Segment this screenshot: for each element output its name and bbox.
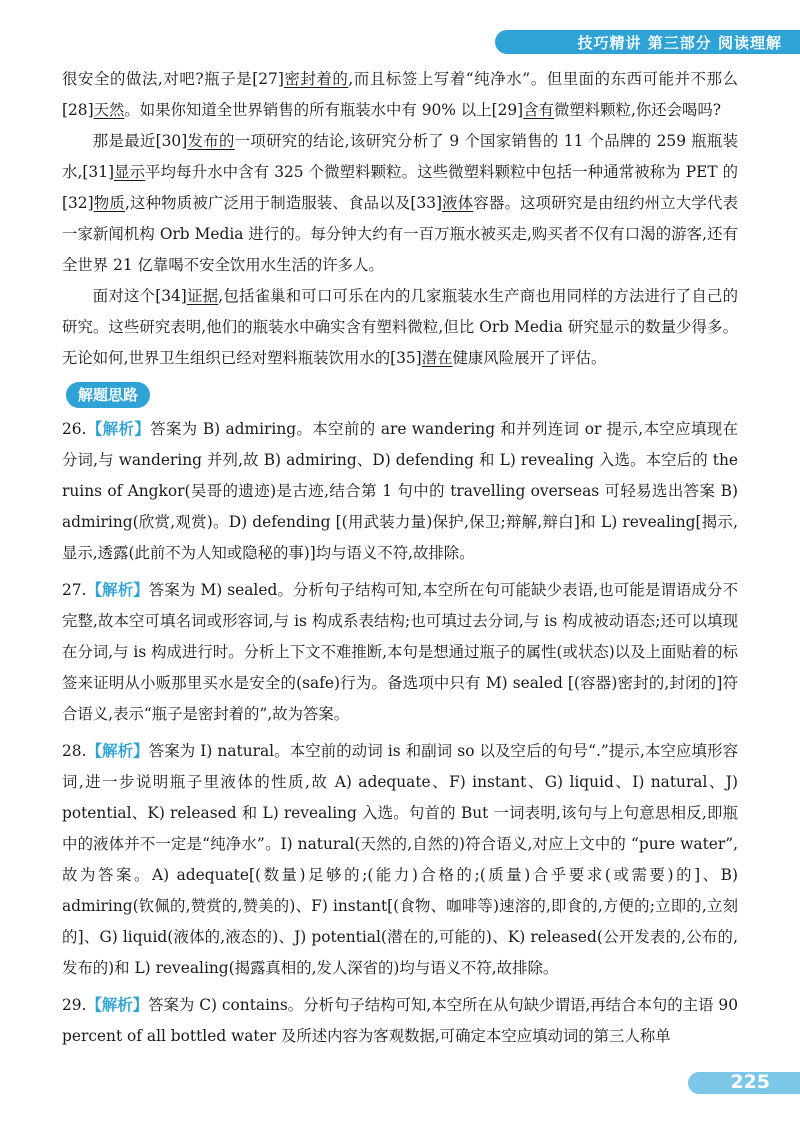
passage-text: 健康风险展开了评估。 <box>452 349 607 367</box>
answer-35: 潜在 <box>421 349 453 367</box>
explanation-item <box>62 414 738 569</box>
answer-31: 显示 <box>114 163 146 181</box>
answer-27: 密封着的 <box>283 70 349 88</box>
analysis-tag: 【解析】 <box>86 581 149 599</box>
passage-text: 一项研究的结论,该研究分析了 9 个国家销售的 11 个品牌的 259 瓶瓶装水,[31] <box>62 132 739 181</box>
analysis-tag: 【解析】 <box>86 742 149 760</box>
item-number: 27. <box>62 581 87 599</box>
passage-text: ,包括雀巢和可口可乐在内的几家瓶装水生产商也用同样的方法进行了自己的研究。这些研究表明,他们的瓶装水中确实含有塑料微粒,但比 Orb Media 研究显示的数量少得多。无论如何,世界卫生组织已经对塑料瓶装饮用水的[35] <box>62 287 738 367</box>
passage-text: 很安全的做法,对吧?瓶子是[27] <box>62 70 284 88</box>
answer-32: 物质 <box>93 194 125 212</box>
answer-28: 天然 <box>93 101 125 119</box>
page-number: 225 <box>730 1071 770 1093</box>
item-number: 26. <box>62 420 87 438</box>
item-number: 29. <box>62 996 87 1014</box>
explanation-item <box>62 990 738 1052</box>
answer-29: 含有 <box>523 101 554 119</box>
passage-text: 。如果你知道全世界销售的所有瓶装水中有 90% 以上[29] <box>124 101 524 119</box>
explanation-item <box>62 575 738 730</box>
explanation-item <box>62 736 738 984</box>
header-bar <box>495 30 800 54</box>
passage-text: 平均每升水中含有 325 个微塑料颗粒。这些微塑料颗粒中包括一种通常被称为 PET 的[32] <box>62 163 738 212</box>
passage-text: ,而且标签上写着“纯净水”。但里面的东西可能并不那么[28] <box>62 70 738 119</box>
explanation-text: 答案为 I) natural。本空前的动词 is 和副词 so 以及空后的句号“.”提示,本空应填形容词,进一步说明瓶子里液体的性质,故 A) adequate、F) instant、G) liquid、I) natural、J) potential、K) released 和 L) revealing 入选。句首的 But 一词表明,该句与上句意思相反,即瓶中的液体并不一定是“纯净水”。I) natural(天然的,自然的)符合语义,对应上文中的 “pure water”,故为答案。A) adequate[(数量)足够的;(能力)合格的;(质量)合乎要求(或需要)的]、B) admiring(钦佩的,赞赏的,赞美的)、F) instant[(食物、咖啡等)速溶的,即食的,方便的;立即的,立刻的]、G) liquid(液体的,液态的)、J) potential(潜在的,可能的)、K) released(公开发表的,公布的,发布的)和 L) revealing(揭露真相的,发人深省的)均与语义不符,故排除。 <box>62 742 738 977</box>
header-title: 技巧精讲 第三部分 阅读理解 <box>577 33 782 52</box>
answer-33: 液体 <box>442 194 474 212</box>
explanation-text: 答案为 M) sealed。分析句子结构可知,本空所在句可能缺少表语,也可能是谓语成分不完整,故本空可填名词或形容词,与 is 构成系表结构;也可填过去分词,与 is 构成被动语态;还可以填现在分词,与 is 构成进行时。分析上下文不难推断,本句是想通过瓶子的属性(或状态)以及上面贴着的标签来证明从小贩那里买水是安全的(safe)行为。备选项中只有 M) sealed [(容器)密封的,封闭的]符合语义,表示“瓶子是密封着的”,故为答案。 <box>62 581 738 723</box>
passage-paragraph <box>62 281 738 374</box>
explanation-text: 答案为 C) contains。分析句子结构可知,本空所在从句缺少谓语,再结合本句的主语 90 percent of all bottled water 及所述内容为客观数据,可确定本空应填动词的第三人称单 <box>62 996 738 1045</box>
section-title: 解题思路 <box>66 382 150 408</box>
passage-text: ,这种物质被广泛用于制造服装、食品以及[33] <box>124 194 442 212</box>
passage-paragraph <box>62 126 738 281</box>
passage-text: 微塑料颗粒,你还会喝吗? <box>553 101 722 119</box>
analysis-tag: 【解析】 <box>86 996 149 1014</box>
passage-text: 面对这个[34] <box>92 287 187 305</box>
item-number: 28. <box>62 742 87 760</box>
analysis-tag: 【解析】 <box>86 420 151 438</box>
passage-paragraph <box>62 64 738 126</box>
answer-30: 发布的 <box>187 132 235 150</box>
passage-text: 那是最近[30] <box>92 132 188 150</box>
page-content <box>62 64 738 1058</box>
explanation-text: 答案为 B) admiring。本空前的 are wandering 和并列连词 or 提示,本空应填现在分词,与 wandering 并列,故 B) admiring、D) defending 和 L) revealing 入选。本空后的 the ruins of Angkor(吴哥的遗迹)是古迹,结合第 1 句中的 travelling overseas 可轻易选出答案 B) admiring(欣赏,观赏)。D) defending [(用武装力量)保护,保卫;辩解,辩白]和 L) revealing[揭示,显示,透露(此前不为人知或隐秘的事)]均与语义不符,故排除。 <box>62 420 738 562</box>
passage-text: 容器。这项研究是由纽约州立大学代表一家新闻机构 Orb Media 进行的。每分钟大约有一百万瓶水被买走,购买者不仅有口渴的游客,还有全世界 21 亿靠喝不安全饮用水生活的许多人。 <box>62 194 738 274</box>
answer-34: 证据 <box>186 287 219 305</box>
